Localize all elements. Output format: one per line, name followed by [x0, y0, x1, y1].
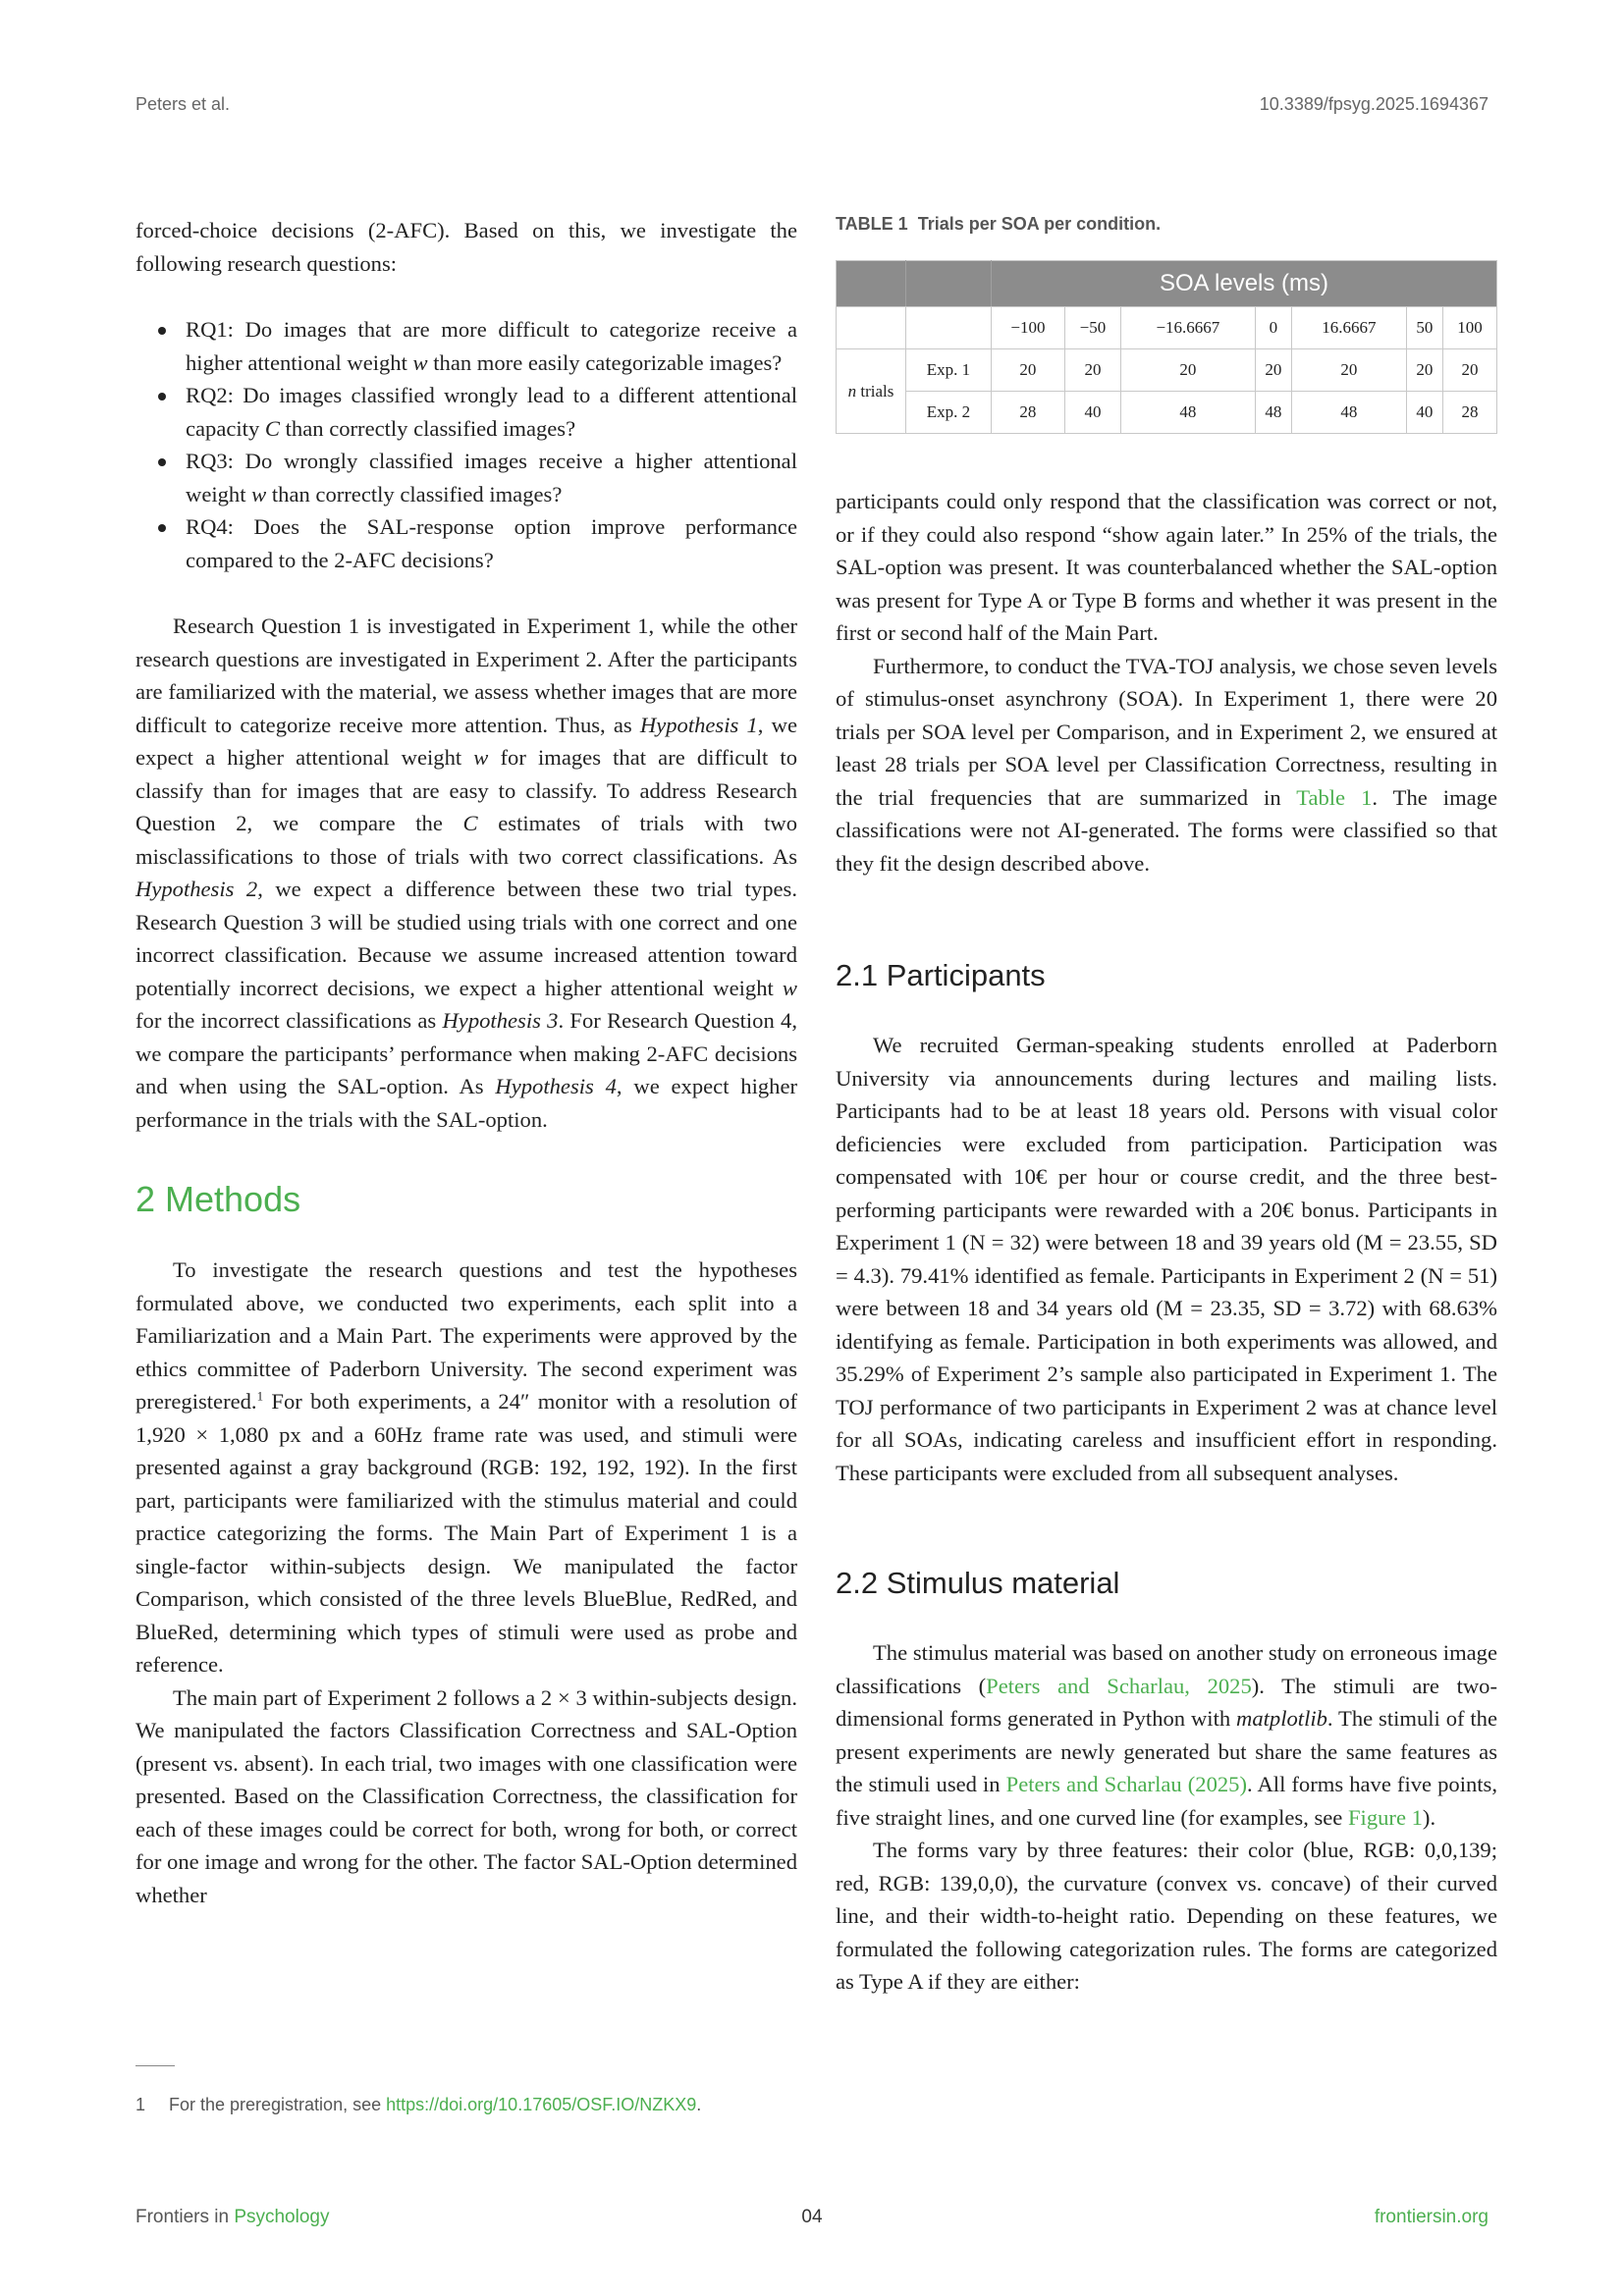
left-column	[135, 214, 797, 1911]
soa-level: −100	[992, 307, 1065, 349]
soa-paragraph: Furthermore, to conduct the TVA-TOJ analysis, we chose seven levels of stimulus-onset asynchrony (SOA). In Experiment 1, there were 20 trials per SOA level per Comparison, and in Experiment 2, we ensured at least 28 trials per SOA level per Classification Correctness, resulting in the trial frequencies that are summarized in Table 1. The image classifications were not AI-generated. The forms were classified so that they fit the design described above.	[836, 653, 1497, 876]
table-row	[837, 349, 1497, 392]
table-cell	[837, 307, 906, 349]
list-item: RQ2: Do images classified wrongly lead to a different attentional capacity C than correctly classified images?	[135, 379, 797, 445]
bullet-icon	[158, 327, 166, 335]
methods-paragraph-2: The main part of Experiment 2 follows a 2 × 3 within-subjects design. We manipulated the factors Classification Correctness and SAL-Option (present vs. absent). In each trial, two images with one classification were presented. Based on the Classification Correctness, the classification for each of these images could be correct for both, wrong for both, or correct for one image and wrong for the other. The factor SAL-Option determined whether	[135, 1684, 797, 1907]
table-corner-cell	[906, 261, 992, 307]
intro-paragraph: forced-choice decisions (2-AFC). Based on this, we investigate the following research questions:	[135, 218, 797, 276]
stimulus-paragraph-2: The forms vary by three features: their color (blue, RGB: 0,0,139; red, RGB: 139,0,0), the curvature (convex vs. concave) of their curved line, and their width-to-height ratio. Depending on these features, we formulated the following categorization rules. The forms are categorized as Type A if they are either:	[836, 1838, 1497, 1994]
bullet-icon	[158, 458, 166, 466]
table-cell: 20	[1064, 349, 1120, 392]
footnote-divider	[135, 2065, 175, 2066]
footer-journal: Frontiers in Psychology	[135, 2207, 330, 2227]
preregistration-link[interactable]: https://doi.org/10.17605/OSF.IO/NZKX9	[386, 2095, 697, 2114]
list-item: RQ4: Does the SAL-response option improve performance compared to the 2-AFC decisions?	[135, 510, 797, 576]
table-cell: 20	[1255, 349, 1291, 392]
soa-header: SOA levels (ms)	[992, 261, 1497, 307]
table-cell: 20	[1121, 349, 1256, 392]
table-cell: 40	[1064, 392, 1120, 434]
row-label: Exp. 2	[906, 392, 992, 434]
bullet-icon	[158, 524, 166, 532]
soa-level: 100	[1442, 307, 1496, 349]
table-cell	[906, 307, 992, 349]
footer-site-link[interactable]: frontiersin.org	[1374, 2207, 1489, 2227]
table-row	[837, 392, 1497, 434]
table-caption: TABLE 1 Trials per SOA per condition.	[836, 214, 1162, 234]
row-group-label: n trials	[837, 349, 906, 434]
participants-paragraph: We recruited German-speaking students enrolled at Paderborn University via announcements during lectures and mailing lists. Participants had to be at least 18 years old. Persons with visual color deficiencies were excluded from participation. Participation was compensated with 10€ per hour or course credit, and the three best-performing participants were rewarded with a 20€ bonus. Participants in Experiment 1 (N = 32) were between 18 and 39 years old (M = 23.55, SD = 4.3). 79.41% identified as female. Participants in Experiment 2 (N = 51) were between 18 and 34 years old (M = 23.35, SD = 3.72) with 68.63% identifying as female. Participation in both experiments was allowed, and 35.29% of Experiment 2’s sample also participated in Experiment 1. The TOJ performance of two participants in Experiment 2 was at chance level for all SOAs, indicating careless and insufficient effort in responding. These participants were excluded from all subsequent analyses.	[836, 1033, 1497, 1485]
table-corner-cell	[837, 261, 906, 307]
table-cell: 48	[1255, 392, 1291, 434]
section-heading-stimulus-material: 2.2 Stimulus material	[836, 1566, 1120, 1600]
trials-table	[836, 260, 1497, 434]
table-cell: 48	[1121, 392, 1256, 434]
table-cell: 20	[992, 349, 1065, 392]
table-cell: 20	[1442, 349, 1496, 392]
soa-level: −16.6667	[1121, 307, 1256, 349]
design-paragraph: participants could only respond that the classification was correct or not, or if they could also respond “show again later.” In 25% of the trials, the SAL-option was present. It was counterbalanced whether the SAL-option was present for Type A or Type B forms and whether it was present in the first or second half of the Main Part.	[836, 489, 1497, 645]
citation-link[interactable]: Peters and Scharlau (2025)	[1005, 1772, 1247, 1796]
running-header-authors: Peters et al.	[135, 94, 231, 114]
section-heading-methods: 2 Methods	[135, 1179, 301, 1219]
soa-level: −50	[1064, 307, 1120, 349]
figure-1-link[interactable]: Figure 1	[1347, 1804, 1423, 1830]
table-cell: 28	[1442, 392, 1496, 434]
list-item: RQ3: Do wrongly classified images receive a higher attentional weight w than correctly classified images?	[135, 445, 797, 510]
bullet-icon	[158, 393, 166, 400]
table-cell: 48	[1291, 392, 1406, 434]
soa-level: 50	[1406, 307, 1442, 349]
table-cell: 20	[1291, 349, 1406, 392]
table-cell: 28	[992, 392, 1065, 434]
page-number: 04	[801, 2207, 823, 2227]
table-cell: 20	[1406, 349, 1442, 392]
section-heading-participants: 2.1 Participants	[836, 958, 1046, 992]
methods-paragraph-1: To investigate the research questions and test the hypotheses formulated above, we conducted two experiments, each split into a Familiarization and a Main Part. The experiments were approved by the ethics committee of Paderborn University. The second experiment was preregistered.$^1$ For both experiments, a 24″ monitor with a resolution of 1,920 × 1,080 px and a 60Hz frame rate was used, and stimuli were presented against a gray background (RGB: 192, 192, 192). In the first part, participants were familiarized with the stimulus material and could practice categorizing the forms. The Main Part of Experiment 1 is a single-factor within-subjects design. We manipulated the factor Comparison, which consisted of the three levels BlueBlue, RedRed, and BlueRed, determining which types of stimuli were used as probe and reference.	[135, 1257, 797, 1677]
row-label: Exp. 1	[906, 349, 992, 392]
right-column	[836, 214, 1497, 1999]
hypotheses-paragraph: Research Question 1 is investigated in Experiment 1, while the other research questions are investigated in Experiment 2. After the participants are familiarized with the material, we assess whether images that are more difficult to categorize receive more attention. Thus, as Hypothesis 1, we expect a higher attentional weight w for images that are difficult to classify than for images that are easy to classify. To address Research Question 2, we compare the C estimates of trials with two misclassifications to those of trials with two correct classifications. As Hypothesis 2, we expect a difference between these two trial types. Research Question 3 will be studied using trials with one correct and one incorrect classification. Because we assume increased attention toward potentially incorrect decisions, we expect a higher attentional weight w for the incorrect classifications as Hypothesis 3. For Research Question 4, we compare the participants’ performance when making 2-AFC decisions and when using the SAL-option. As Hypothesis 4, we expect higher performance in the trials with the SAL-option.	[135, 614, 798, 1132]
footnote: 1 For the preregistration, see https://doi.org/10.17605/OSF.IO/NZKX9.	[135, 2095, 702, 2114]
soa-level: 0	[1255, 307, 1291, 349]
stimulus-paragraph-1: The stimulus material was based on another study on erroneous image classifications (Peters and Scharlau, 2025). The stimuli are two-dimensional forms generated in Python with matplotlib. The stimuli of the present experiments are newly generated but share the same features as the stimuli used in Peters and Scharlau (2025). All forms have five points, five straight lines, and one curved line (for examples, see Figure 1).	[836, 1640, 1498, 1830]
running-header-doi: 10.3389/fpsyg.2025.1694367	[1259, 94, 1489, 114]
citation-link[interactable]: Peters and Scharlau, 2025	[986, 1673, 1252, 1698]
research-questions-list	[135, 313, 797, 576]
soa-level: 16.6667	[1291, 307, 1406, 349]
table-1-link[interactable]: Table 1	[1296, 784, 1373, 810]
table-cell: 40	[1406, 392, 1442, 434]
list-item: RQ1: Do images that are more difficult to categorize receive a higher attentional weight w than more easily categorizable images?	[135, 313, 797, 379]
